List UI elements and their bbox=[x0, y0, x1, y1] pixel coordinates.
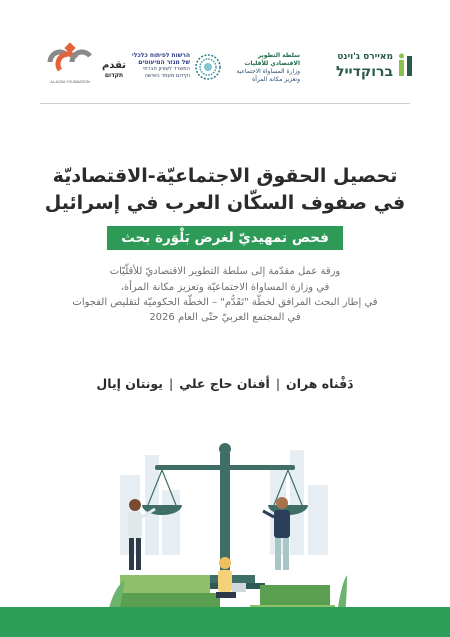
authors-line bbox=[25, 376, 425, 391]
author-3: يونتان إيال bbox=[96, 376, 163, 391]
justice-illustration bbox=[100, 435, 350, 630]
aaf-logo-icon bbox=[46, 40, 94, 80]
aaf-logo-caption: AL-AQSA FOUNDATION bbox=[50, 80, 90, 84]
author-separator: | bbox=[168, 376, 174, 391]
minority-line-1: הרשות לפיתוח כלכלי bbox=[131, 52, 190, 59]
scale-beam bbox=[155, 465, 295, 470]
economic-authority-logo-text bbox=[225, 52, 300, 92]
authority-line-3: وزارة المساواة الاجتماعية bbox=[236, 68, 300, 75]
description-line-3: في إطار البحث المرافق لخطّة "تَقَدُّم" – الخطّة الحكوميّة لتقليص الفجوات bbox=[72, 297, 378, 308]
minority-line-2: של מגזר המיעוטים bbox=[138, 59, 190, 66]
description-line-4: في المجتمع العربيّ حتّى العام 2026 bbox=[149, 312, 301, 323]
myers-logo-line2: ברוקדייל bbox=[335, 64, 393, 80]
minority-line-4: וקידום מעמד האישה bbox=[144, 73, 190, 79]
minority-line-3: המשרד לשוויון חברתי bbox=[143, 66, 190, 72]
takadum-logo bbox=[100, 60, 128, 90]
author-2: أفنان حاج علي bbox=[179, 376, 270, 391]
subtitle-band: فحص تمهيديّ لغرض بَلْوَرة بحث تطبيقيّ bbox=[107, 226, 343, 250]
description-line-1: ورقة عمل مقدّمة إلى سلطة التطوير الاقتصاديّ للأقلّيّات bbox=[109, 266, 341, 277]
header-divider bbox=[40, 103, 410, 104]
takadum-logo-hebrew: תקדום bbox=[104, 72, 124, 79]
scale-pillar bbox=[220, 453, 230, 575]
document-title-line1: تحصيل الحقوق الاجتماعيّة-الاقتصاديّة bbox=[52, 165, 398, 187]
myers-mark-icon bbox=[397, 52, 415, 78]
footer-band bbox=[0, 607, 450, 637]
minority-authority-logo-text bbox=[130, 52, 190, 92]
authority-line-2: الاقتصادي للأقليات bbox=[244, 60, 300, 67]
myers-logo-line1: מאיירס ג'וינט bbox=[337, 52, 393, 62]
description-line-2: في وزارة المساواة الاجتماعيّة وتعزيز مكانة المرأة، bbox=[120, 282, 330, 293]
scale-top bbox=[219, 443, 231, 455]
authority-seal-icon bbox=[195, 54, 221, 80]
document-title-line2: في صفوف السكّان العرب في إسرائيل bbox=[44, 192, 406, 214]
myers-jdc-brookdale-logo bbox=[330, 50, 415, 90]
takadum-logo-arabic: تقدم bbox=[101, 60, 127, 71]
authority-line-1: سلطة التطوير bbox=[257, 52, 300, 59]
author-separator: | bbox=[275, 376, 281, 391]
author-1: دَفْناه هران bbox=[286, 376, 354, 391]
authority-line-4: وتعزيز مكانة المرأة bbox=[252, 76, 300, 83]
